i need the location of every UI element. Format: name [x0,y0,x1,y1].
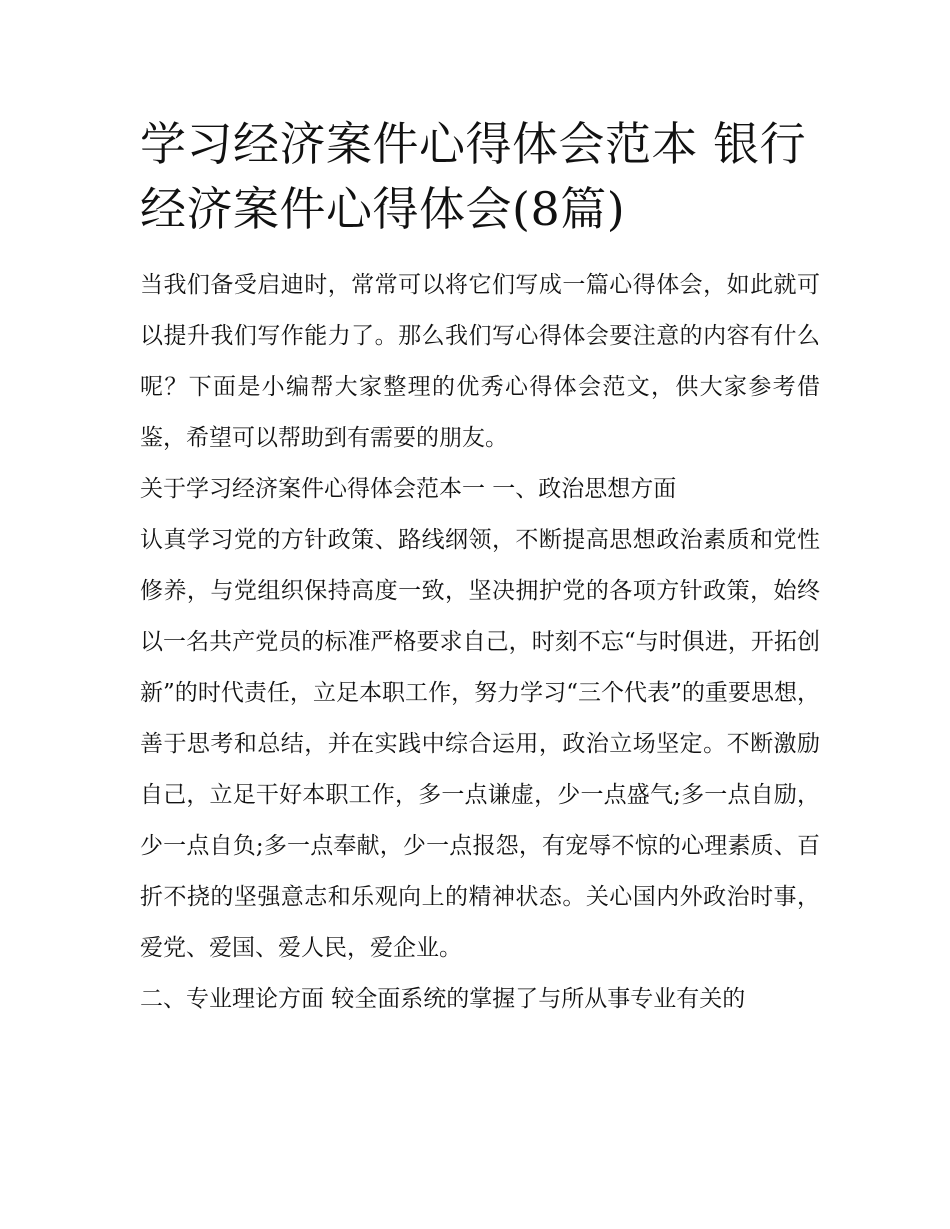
section-2-start: 二、专业理论方面 较全面系统的掌握了与所从事专业有关的 [140,986,746,1012]
document-title: 学习经济案件心得体会范本 银行经济案件心得体会(8篇) [140,117,807,236]
intro-paragraph: 当我们备受启迪时，常常可以将它们写成一篇心得体会，如此就可以提升我们写作能力了。那么我们写心得体会要注意的内容有什么呢？下面是小编帮大家整理的优秀心得体会范文，供大家参考借鉴，希望可以帮助到有需要的朋友。 [140,272,820,451]
section-1-heading: 关于学习经济案件心得体会范本一 一、政治思想方面 [140,476,677,502]
document-page [140,112,820,1025]
section-1-body: 认真学习党的方针政策、路线纲领，不断提高思想政治素质和党性修养，与党组织保持高度一致，坚决拥护党的各项方针政策，始终以一名共产党员的标准严格要求自己，时刻不忘“与时俱进，开拓创新”的时代责任，立足本职工作，努力学习“三个代表”的重要思想，善于思考和总结，并在实践中综合运用，政治立场坚定。不断激励自己，立足干好本职工作，多一点谦虚，少一点盛气;多一点自励，少一点自负;多一点奉献，少一点报怨，有宠辱不惊的心理素质、百折不挠的坚强意志和乐观向上的精神状态。关心国内外政治时事，爱党、爱国、爱人民，爱企业。 [140,527,820,961]
